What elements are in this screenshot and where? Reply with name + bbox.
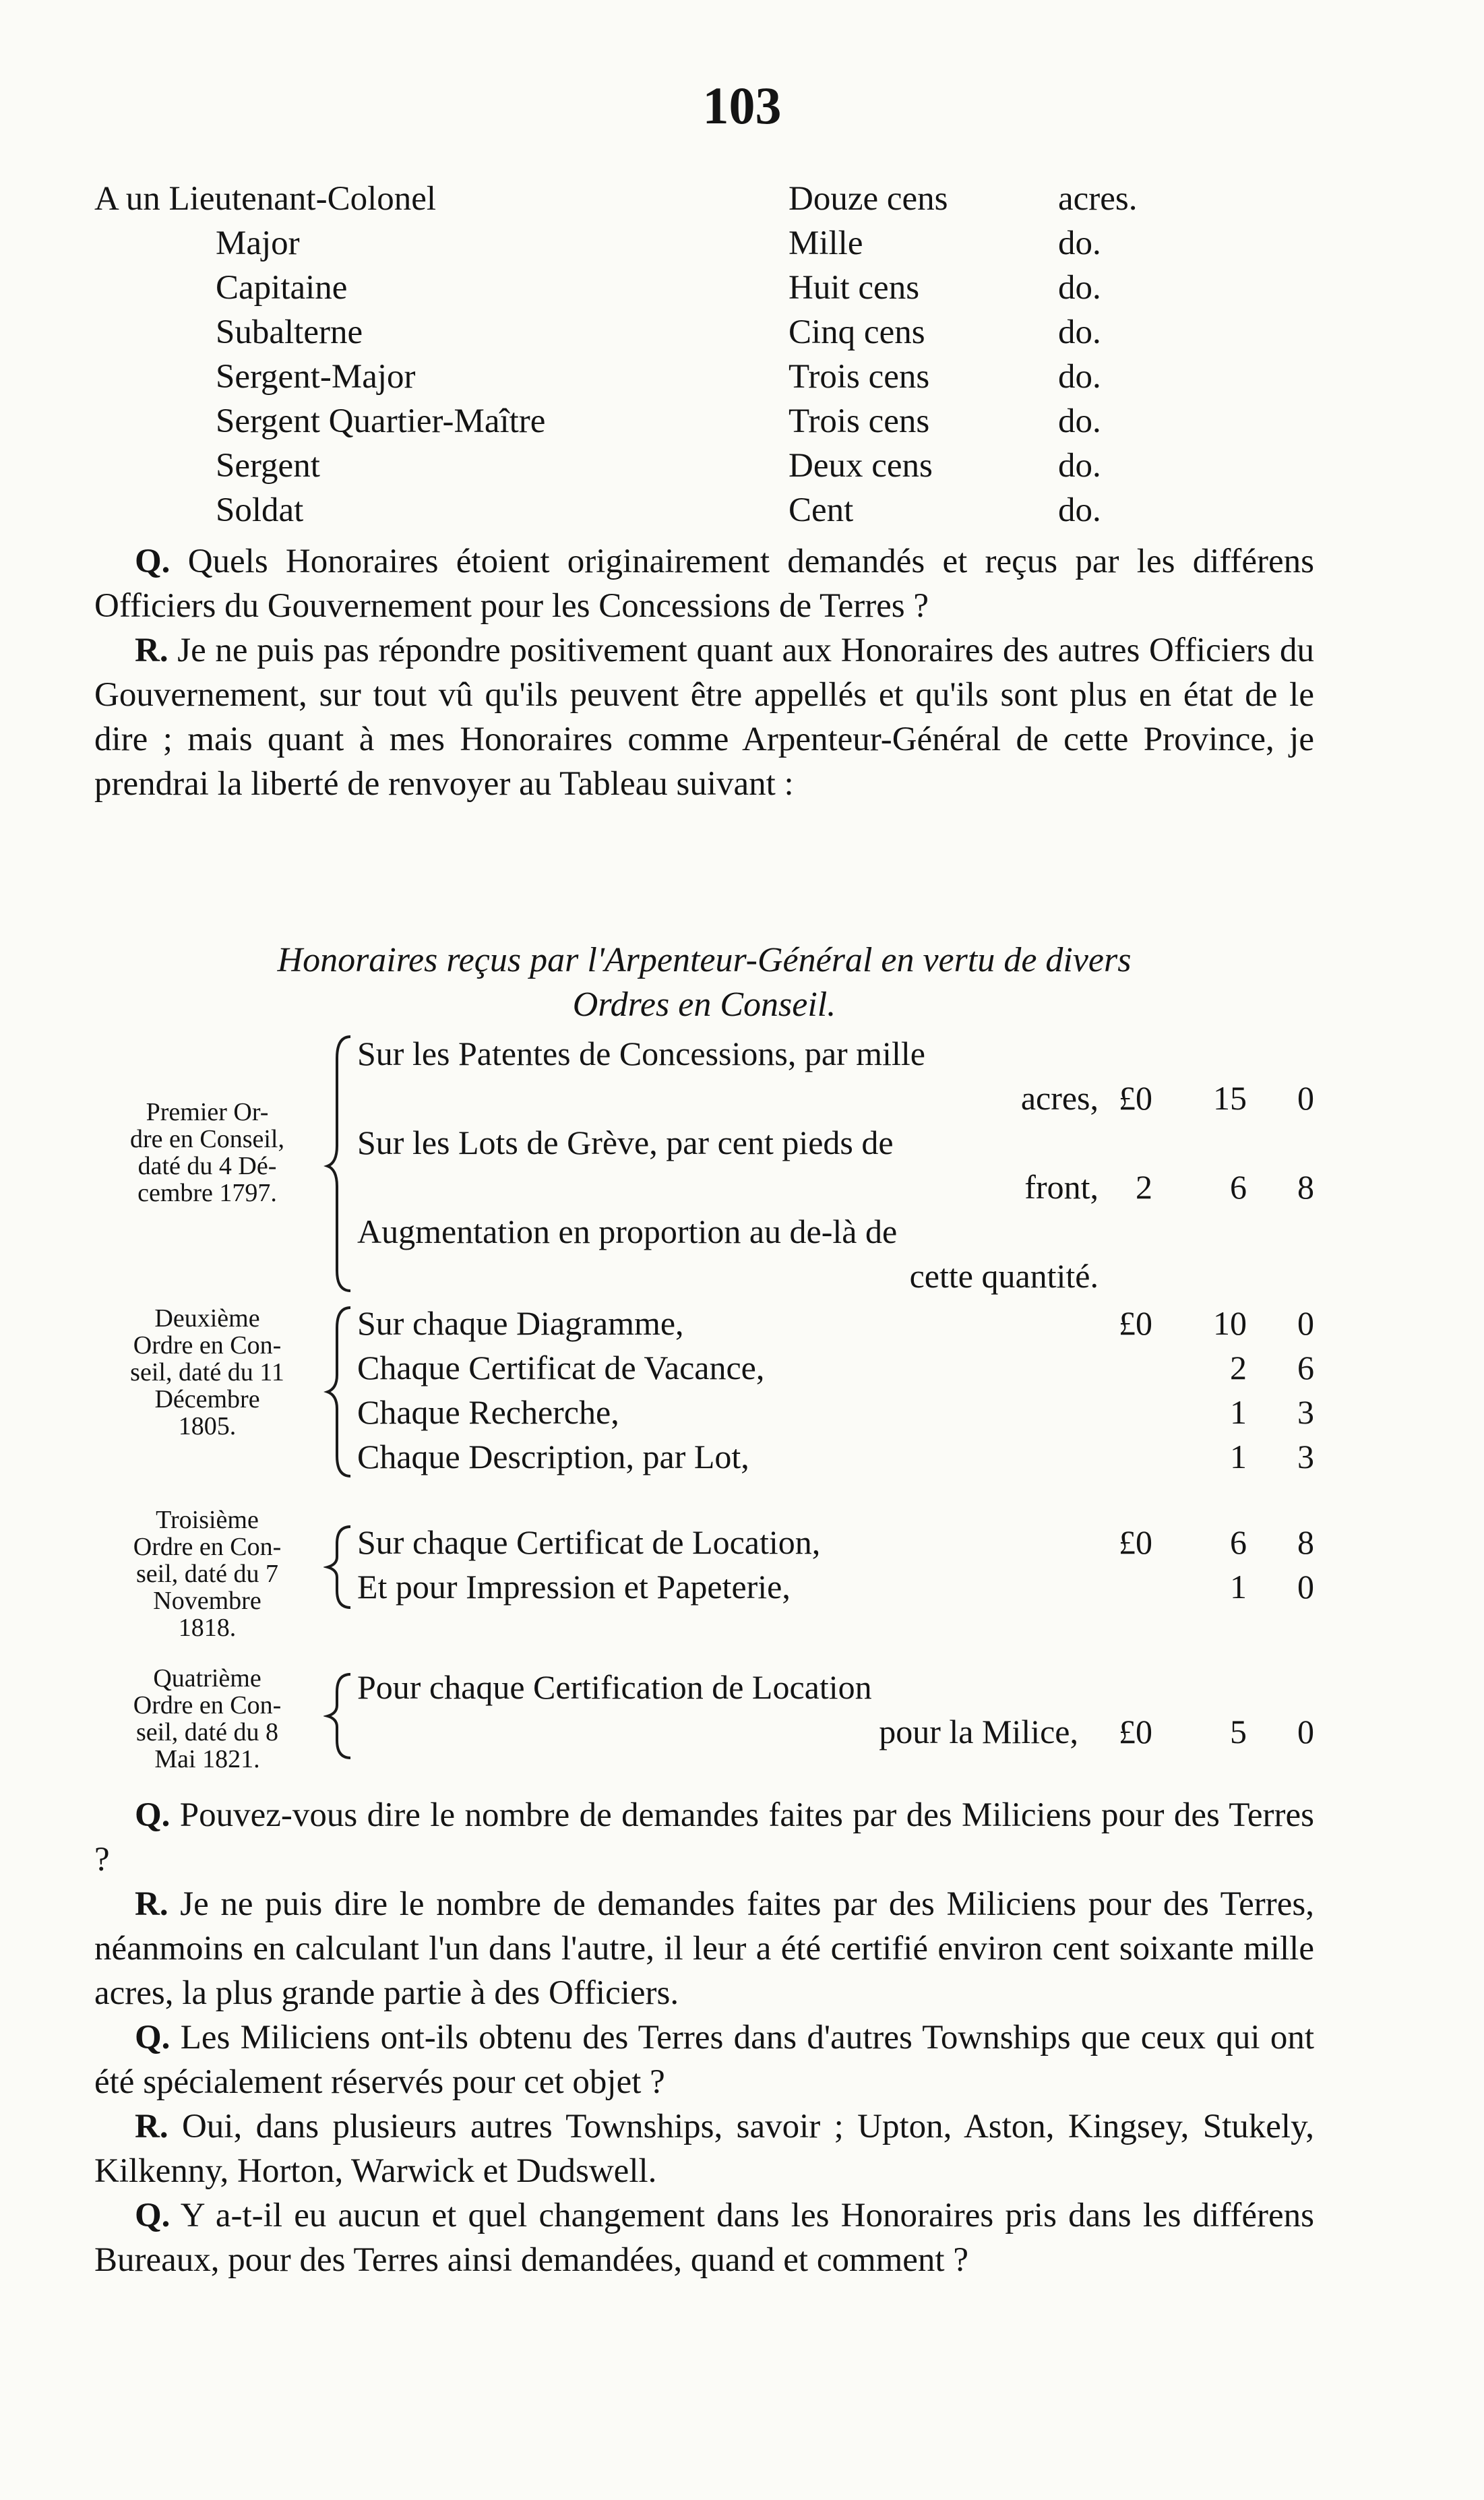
fee-pounds: 2	[1136, 1168, 1152, 1206]
caption-line: Ordres en Conseil.	[572, 985, 836, 1024]
order-label-line: Novembre	[153, 1587, 261, 1615]
qa-block-2	[94, 1793, 1314, 2282]
order-label	[94, 1099, 320, 1207]
grant-unit: do.	[1058, 402, 1101, 440]
grant-amount: Douze cens	[789, 180, 948, 218]
fee-description: Chaque Recherche,	[357, 1393, 619, 1431]
fee-shillings: 6	[1230, 1523, 1247, 1561]
grant-unit: do.	[1058, 269, 1101, 307]
grants-list	[94, 177, 1314, 532]
answer-marker: R.	[135, 632, 168, 669]
order-label	[94, 1305, 320, 1440]
fee-order-1	[0, 1031, 1484, 1301]
fee-order-3	[0, 1506, 1484, 1655]
grant-unit: do.	[1058, 224, 1101, 262]
order-label-line: 1805.	[178, 1412, 237, 1440]
order-label-line: Mai 1821.	[154, 1745, 260, 1773]
caption-line: Honoraires reçus par l'Arpenteur-Général en vertu de divers	[277, 941, 1132, 979]
fee-pence: 0	[1297, 1304, 1314, 1342]
grant-amount: Huit cens	[789, 269, 920, 307]
grant-rank: Sergent	[216, 447, 320, 485]
order-label-line: Ordre en Con-	[133, 1331, 282, 1360]
fee-description: Chaque Description, par Lot,	[357, 1438, 749, 1475]
grant-row	[94, 310, 1314, 355]
left-brace	[323, 1665, 357, 1766]
order-label-line: cembre 1797.	[137, 1179, 277, 1207]
question-paragraph	[94, 539, 1314, 628]
order-label-line: 1818.	[178, 1614, 237, 1642]
question-text: Y a-t-il eu aucun et quel changement dans les Honoraires pris dans les différens Bureaux, pour des Terres ainsi demandées, quand et comment ?	[94, 2197, 1314, 2279]
grant-unit: do.	[1058, 491, 1101, 529]
fee-shillings: 5	[1230, 1713, 1247, 1750]
grant-unit: acres.	[1058, 180, 1138, 218]
grant-amount: Mille	[789, 224, 863, 262]
left-brace	[323, 1031, 357, 1294]
question-text: Quels Honoraires étoient originairement demandés et reçus par les différens Officiers du Gouvernement pour les Concessions de Terres ?	[94, 543, 1315, 625]
grant-amount: Trois cens	[789, 358, 930, 396]
fee-description: Et pour Impression et Papeterie,	[357, 1568, 791, 1606]
fee-order-2	[0, 1301, 1484, 1490]
page-number: 103	[702, 76, 782, 135]
answer-text: Je ne puis dire le nombre de demandes faites par des Miliciens pour des Terres, néanmoins en calculant l'un dans l'autre, il leur a été certifié environ cent soixante mille acres, la plus grande partie à des Officiers.	[94, 1885, 1315, 2012]
fee-order-4	[0, 1665, 1484, 1786]
fee-description: Sur les Patentes de Concessions, par mille	[357, 1035, 925, 1072]
order-label-line: Troisième	[156, 1506, 259, 1534]
fee-description: acres,	[1020, 1079, 1099, 1117]
fee-description: cette quantité.	[909, 1257, 1099, 1295]
fee-pounds: £0	[1119, 1304, 1152, 1342]
grant-amount: Cent	[789, 491, 854, 529]
order-label-line: Deuxième	[154, 1304, 260, 1333]
fee-description: pour la Milice,	[879, 1713, 1078, 1750]
order-label-line: seil, daté du 7	[135, 1560, 279, 1588]
order-label-line: Ordre en Con-	[133, 1533, 282, 1561]
answer-paragraph	[94, 1882, 1314, 2015]
order-label-line: seil, daté du 11	[130, 1358, 284, 1386]
grant-rank: Soldat	[216, 491, 304, 529]
question-text: Pouvez-vous dire le nombre de demandes faites par des Miliciens pour des Terres ?	[94, 1796, 1315, 1879]
grant-amount: Deux cens	[789, 447, 933, 485]
fee-shillings: 1	[1230, 1393, 1247, 1431]
order-label-line: Décembre	[154, 1385, 260, 1413]
answer-paragraph	[94, 2104, 1314, 2193]
fee-shillings: 1	[1230, 1438, 1247, 1475]
grant-amount: Cinq cens	[789, 313, 925, 351]
grant-unit: do.	[1058, 447, 1101, 485]
fee-shillings: 1	[1230, 1568, 1247, 1606]
order-label-line: dre en Conseil,	[129, 1125, 284, 1153]
answer-marker: R.	[135, 2108, 168, 2145]
fee-description: Chaque Certificat de Vacance,	[357, 1349, 765, 1386]
fee-pence: 8	[1297, 1523, 1314, 1561]
grant-rank: Sergent-Major	[216, 358, 416, 396]
fee-shillings: 10	[1213, 1304, 1247, 1342]
grant-rank: Capitaine	[216, 269, 348, 307]
fee-pounds: £0	[1119, 1079, 1152, 1117]
grant-rank: Sergent Quartier-Maître	[216, 402, 546, 440]
fee-shillings: 6	[1230, 1168, 1247, 1206]
fee-pence: 0	[1297, 1079, 1314, 1117]
grant-rank: Major	[216, 224, 300, 262]
order-label	[94, 1506, 320, 1641]
order-label-line: daté du 4 Dé-	[137, 1152, 277, 1180]
fee-pence: 3	[1297, 1438, 1314, 1475]
fee-description: front,	[1024, 1168, 1099, 1206]
grant-row	[94, 355, 1314, 399]
fee-description: Sur les Lots de Grève, par cent pieds de	[357, 1124, 894, 1161]
fee-shillings: 15	[1213, 1079, 1247, 1117]
grant-row	[94, 177, 1314, 221]
question-paragraph	[94, 2015, 1314, 2104]
answer-paragraph	[94, 628, 1314, 806]
grant-rank: Subalterne	[216, 313, 363, 351]
answer-text: Oui, dans plusieurs autres Townships, savoir ; Upton, Aston, Kingsey, Stukely, Kilkenny, Horton, Warwick et Dudswell.	[94, 2108, 1315, 2190]
fee-pence: 8	[1297, 1168, 1314, 1206]
fee-description: Pour chaque Certification de Location	[357, 1668, 872, 1706]
grant-unit: do.	[1058, 313, 1101, 351]
grant-rank: A un Lieutenant-Colonel	[94, 180, 437, 218]
grant-row	[94, 444, 1314, 488]
question-paragraph	[94, 2193, 1314, 2282]
grant-row	[94, 266, 1314, 310]
fee-pence: 6	[1297, 1349, 1314, 1386]
fee-shillings: 2	[1230, 1349, 1247, 1386]
left-brace	[323, 1301, 357, 1483]
question-marker: Q.	[135, 2019, 171, 2056]
grant-row	[94, 399, 1314, 444]
order-label-line: Premier Or-	[146, 1098, 269, 1126]
fee-pence: 0	[1297, 1568, 1314, 1606]
order-label-line: Ordre en Con-	[133, 1691, 282, 1719]
question-text: Les Miliciens ont-ils obtenu des Terres dans d'autres Townships que ceux qui ont été spécialement réservés pour cet objet ?	[94, 2019, 1314, 2101]
qa-block-1	[94, 539, 1314, 806]
order-label-line: seil, daté du 8	[135, 1718, 279, 1746]
grant-row	[94, 488, 1314, 532]
fee-description: Sur chaque Certificat de Location,	[357, 1523, 821, 1561]
grant-unit: do.	[1058, 358, 1101, 396]
question-marker: Q.	[135, 2197, 171, 2234]
grant-row	[94, 221, 1314, 266]
question-marker: Q.	[135, 543, 171, 580]
left-brace	[323, 1520, 357, 1614]
table-caption	[94, 938, 1314, 1027]
order-label-line: Quatrième	[153, 1664, 261, 1693]
fee-description: Augmentation en proportion au de-là de	[357, 1213, 898, 1250]
order-label	[94, 1665, 320, 1773]
question-paragraph	[94, 1793, 1314, 1882]
fee-pence: 0	[1297, 1713, 1314, 1750]
fee-pounds: £0	[1119, 1523, 1152, 1561]
grant-amount: Trois cens	[789, 402, 930, 440]
answer-text: Je ne puis pas répondre positivement quant aux Honoraires des autres Officiers du Gouvernement, sur tout vû qu'ils peuvent être appellés et qu'ils sont plus en état de le dire ; mais quant à mes Honoraires comme Arpenteur-Général de cette Province, je prendrai la liberté de renvoyer au Tableau suivant :	[94, 632, 1314, 803]
question-marker: Q.	[135, 1796, 171, 1834]
answer-marker: R.	[135, 1885, 168, 1923]
fee-description: Sur chaque Diagramme,	[357, 1304, 684, 1342]
fee-pounds: £0	[1119, 1713, 1152, 1750]
fee-pence: 3	[1297, 1393, 1314, 1431]
